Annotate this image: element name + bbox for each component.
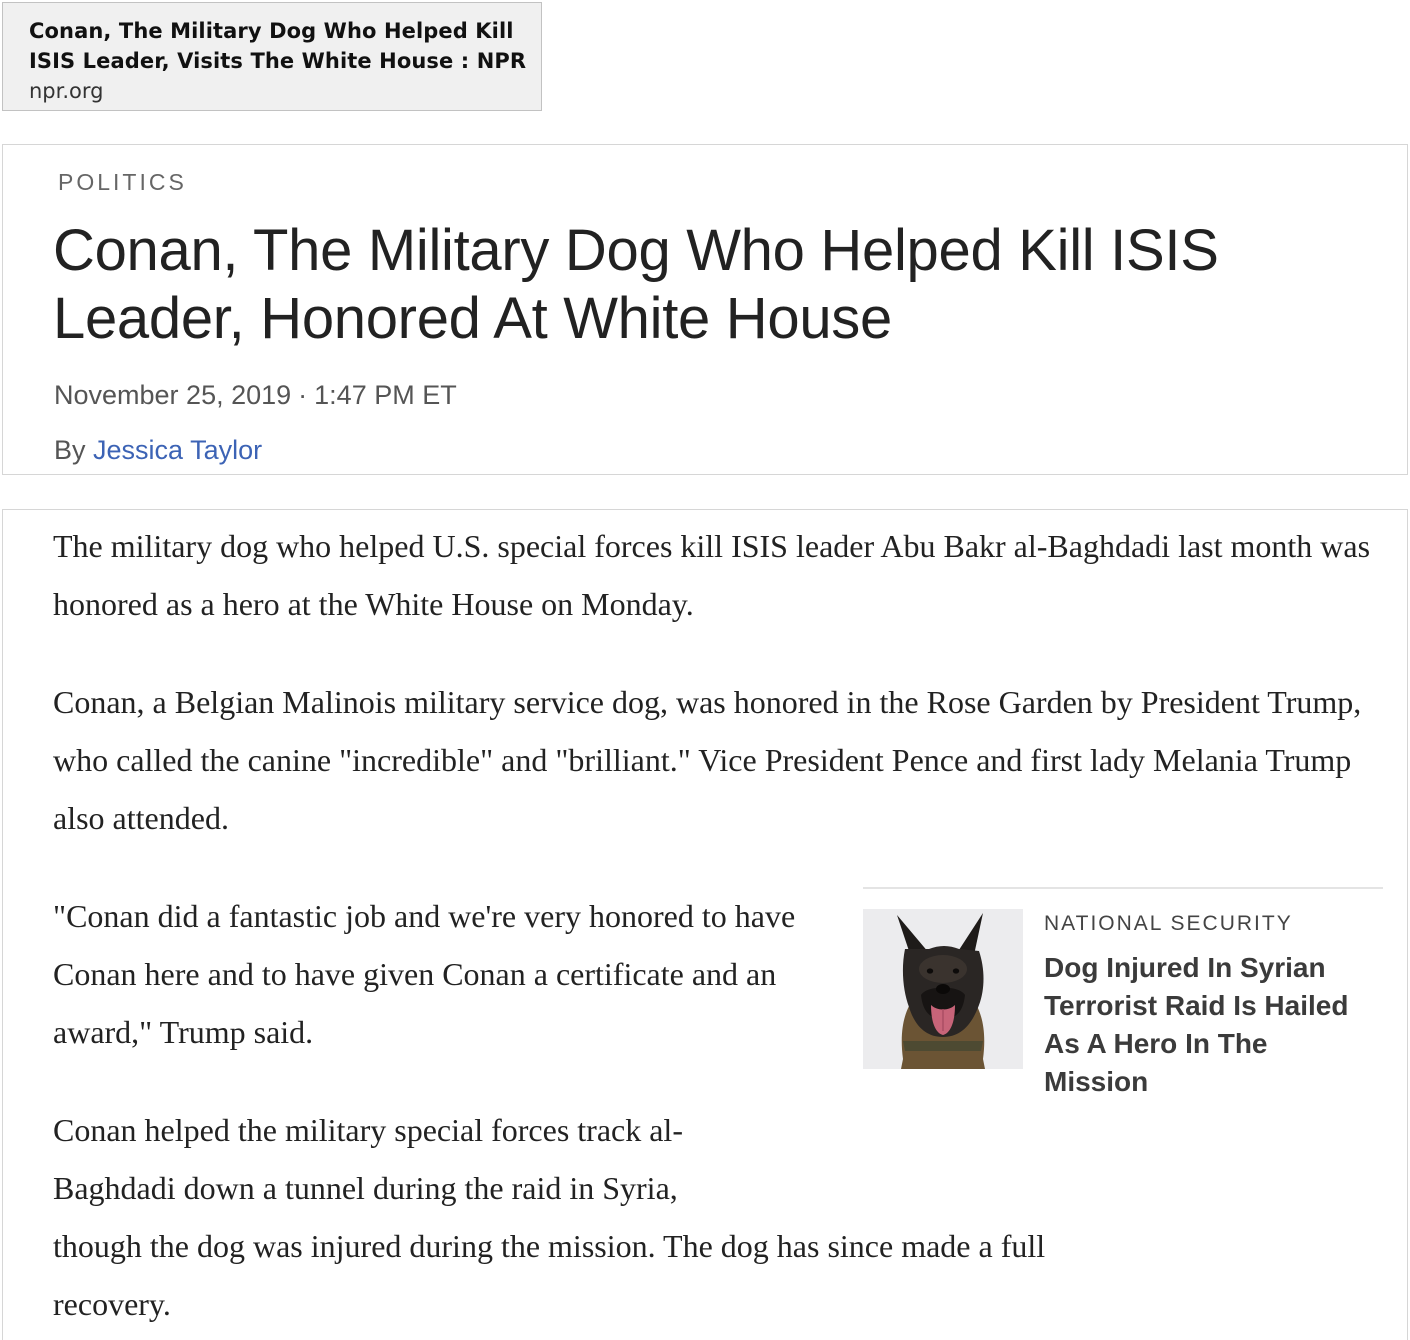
related-story-title[interactable]: Dog Injured In Syrian Terrorist Raid Is Hailed As A Hero In The Mission xyxy=(1044,952,1349,1097)
link-preview-tooltip xyxy=(2,2,542,111)
related-story-section[interactable]: NATIONAL SECURITY xyxy=(1044,912,1293,935)
publish-date: November 25, 2019 xyxy=(54,380,292,410)
paragraph-4-line-4: recovery. xyxy=(53,1286,171,1322)
paragraph-4 xyxy=(53,1101,1373,1333)
related-story[interactable] xyxy=(863,887,1383,1114)
article-body xyxy=(2,509,1408,1340)
publish-time: 1:47 PM ET xyxy=(314,380,457,410)
dateline xyxy=(54,380,457,411)
tooltip-title: Conan, The Military Dog Who Helped Kill ISIS Leader, Visits The White House : NPR xyxy=(29,19,527,73)
related-story-thumbnail[interactable] xyxy=(863,909,1023,1069)
author-link[interactable]: Jessica Taylor xyxy=(93,435,263,465)
dog-photo-icon xyxy=(863,909,1023,1069)
tooltip-url: npr.org xyxy=(29,79,104,103)
article-header xyxy=(2,144,1408,475)
paragraph-1: The military dog who helped U.S. special forces kill ISIS leader Abu Bakr al-Baghdadi last month was honored as a hero at the White House on Monday. xyxy=(53,528,1371,622)
article-headline: Conan, The Military Dog Who Helped Kill ISIS Leader, Honored At White House xyxy=(53,218,1219,351)
section-label[interactable]: POLITICS xyxy=(58,169,187,195)
byline-prefix: By xyxy=(54,435,86,465)
paragraph-2: Conan, a Belgian Malinois military service dog, was honored in the Rose Garden by President Trump, who called the canine "incredible" and "brilliant." Vice President Pence and first lady Melania Trump also attended. xyxy=(53,684,1362,836)
date-separator: · xyxy=(298,380,308,410)
paragraph-4-line-1: Conan helped the military special forces track al- xyxy=(53,1112,683,1148)
byline xyxy=(54,435,262,466)
paragraph-4-line-3: though the dog was injured during the mission. The dog has since made a full xyxy=(53,1228,1046,1264)
paragraph-3: "Conan did a fantastic job and we're very honored to have Conan here and to have given Conan a certificate and an award," Trump said. xyxy=(53,898,796,1050)
paragraph-4-line-2: Baghdadi down a tunnel during the raid in Syria, xyxy=(53,1170,678,1206)
